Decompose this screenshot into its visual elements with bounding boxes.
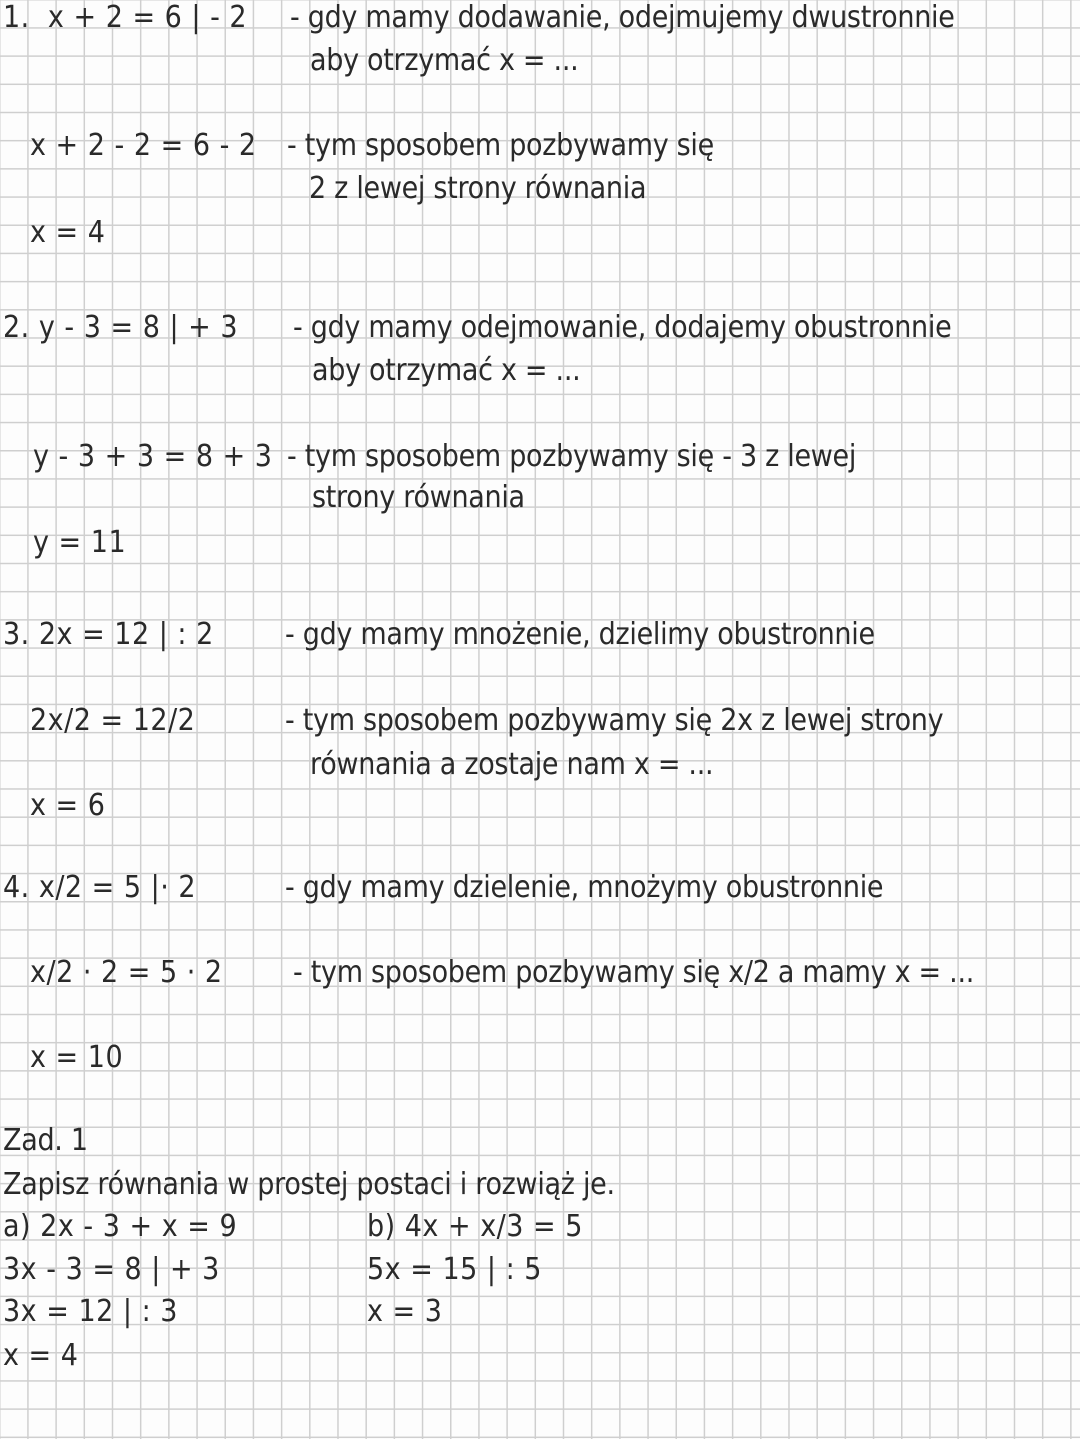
equation-step: y - 3 + 3 = 8 + 3 xyxy=(33,439,273,474)
exercise-a-line: a) 2x - 3 + x = 9 xyxy=(3,1209,238,1244)
explanation-note: strony równania xyxy=(312,480,525,515)
explanation-note: - gdy mamy dodawanie, odejmujemy dwustronnie xyxy=(290,0,955,35)
exercise-b-line: 5x = 15 | : 5 xyxy=(367,1252,542,1287)
exercise-a-result: x = 4 xyxy=(3,1338,79,1373)
equation-result: x = 4 xyxy=(30,215,106,250)
exercise-b-line: b) 4x + x/3 = 5 xyxy=(367,1209,583,1244)
equation-step: x/2 · 2 = 5 · 2 xyxy=(30,955,223,990)
explanation-note: - gdy mamy mnożenie, dzielimy obustronnie xyxy=(285,617,875,652)
explanation-note: - tym sposobem pozbywamy się 2x z lewej strony xyxy=(285,703,944,738)
explanation-note: aby otrzymać x = ... xyxy=(310,43,579,78)
explanation-note: - gdy mamy dzielenie, mnożymy obustronnie xyxy=(285,870,884,905)
equation-step: 3. 2x = 12 | : 2 xyxy=(3,617,214,652)
equation-step: 2. y - 3 = 8 | + 3 xyxy=(3,310,239,345)
equation-result: x = 6 xyxy=(30,788,106,823)
exercise-b-result: x = 3 xyxy=(367,1294,443,1329)
exercise-a-line: 3x = 12 | : 3 xyxy=(3,1294,178,1329)
equation-step: x + 2 - 2 = 6 - 2 xyxy=(30,128,257,163)
exercise-a-line: 3x - 3 = 8 | + 3 xyxy=(3,1252,220,1287)
explanation-note: - gdy mamy odejmowanie, dodajemy obustronnie xyxy=(293,310,952,345)
exercise-instruction: Zapisz równania w prostej postaci i rozwiąż je. xyxy=(3,1167,615,1202)
explanation-note: - tym sposobem pozbywamy się xyxy=(287,128,714,163)
equation-step: 1. x + 2 = 6 | - 2 xyxy=(3,0,248,35)
equation-step: 2x/2 = 12/2 xyxy=(30,703,196,738)
explanation-note: aby otrzymać x = ... xyxy=(312,353,581,388)
exercise-title: Zad. 1 xyxy=(3,1123,88,1158)
explanation-note: równania a zostaje nam x = ... xyxy=(310,747,714,782)
explanation-note: - tym sposobem pozbywamy się - 3 z lewej xyxy=(287,439,857,474)
equation-result: y = 11 xyxy=(33,525,127,560)
explanation-note: - tym sposobem pozbywamy się x/2 a mamy x = ... xyxy=(293,955,975,990)
equation-step: 4. x/2 = 5 |· 2 xyxy=(3,870,197,905)
equation-result: x = 10 xyxy=(30,1040,124,1075)
explanation-note: 2 z lewej strony równania xyxy=(309,171,647,206)
